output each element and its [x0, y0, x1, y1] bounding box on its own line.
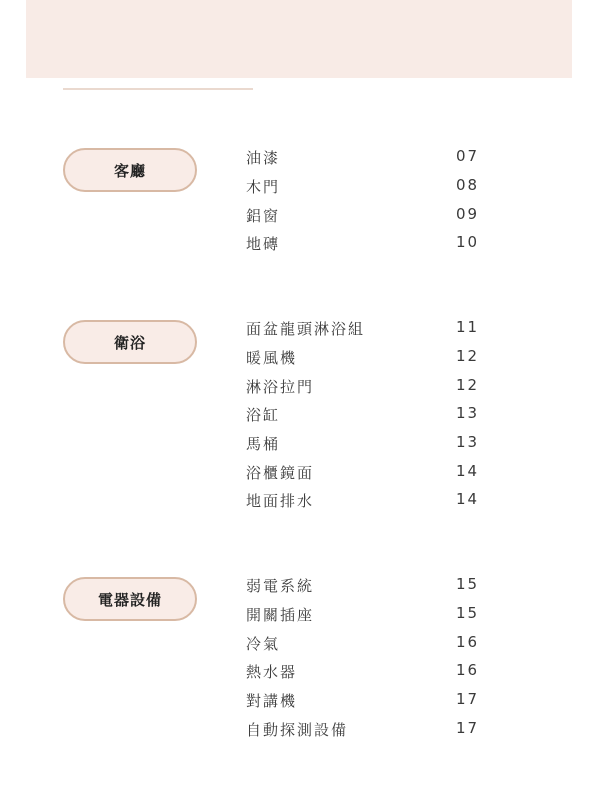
- toc-entry-page: 17: [456, 690, 480, 708]
- toc-entry-label: 暖風機: [246, 349, 298, 367]
- toc-entry[interactable]: [0, 661, 600, 685]
- toc-entry-label: 熱水器: [246, 663, 298, 681]
- toc-entry[interactable]: [0, 433, 600, 457]
- toc-entry-page: 16: [456, 661, 480, 679]
- toc-entry-page: 15: [456, 604, 480, 622]
- toc-entry-page: 17: [456, 719, 480, 737]
- toc-entry-page: 12: [456, 376, 480, 394]
- toc-entry-page: 08: [456, 176, 480, 194]
- header-divider: [63, 88, 253, 90]
- toc-entry[interactable]: [0, 347, 600, 371]
- toc-entry[interactable]: [0, 604, 600, 628]
- toc-entry-page: 09: [456, 205, 480, 223]
- toc-entry-label: 浴櫃鏡面: [246, 464, 315, 482]
- toc-entry-page: 13: [456, 433, 480, 451]
- toc-entry[interactable]: [0, 575, 600, 599]
- toc-entry-label: 面盆龍頭淋浴組: [246, 320, 366, 338]
- toc-entry-label: 馬桶: [246, 435, 281, 453]
- section-pill: 客廳: [63, 148, 197, 192]
- toc-entry-page: 07: [456, 147, 480, 165]
- section-pill: 衛浴: [63, 320, 197, 364]
- toc-entry-label: 鋁窗: [246, 207, 281, 225]
- toc-entry-page: 11: [456, 318, 480, 336]
- toc-entry-label: 弱電系統: [246, 577, 315, 595]
- toc-entry[interactable]: [0, 318, 600, 342]
- toc-entry-label: 油漆: [246, 149, 281, 167]
- toc-entry-page: 13: [456, 404, 480, 422]
- toc-entry-page: 15: [456, 575, 480, 593]
- toc-entry-label: 對講機: [246, 692, 298, 710]
- toc-entry[interactable]: [0, 462, 600, 486]
- toc-entry-label: 冷氣: [246, 635, 281, 653]
- header-band: [26, 0, 572, 78]
- toc-entry-label: 地面排水: [246, 492, 315, 510]
- toc-entry-label: 木門: [246, 178, 281, 196]
- toc-entry[interactable]: [0, 147, 600, 171]
- toc-entry[interactable]: [0, 176, 600, 200]
- toc-entry[interactable]: [0, 404, 600, 428]
- toc-entry[interactable]: [0, 490, 600, 514]
- toc-entry[interactable]: [0, 719, 600, 743]
- toc-entry[interactable]: [0, 376, 600, 400]
- toc-entry-label: 浴缸: [246, 406, 281, 424]
- toc-entry-label: 地磚: [246, 235, 281, 253]
- toc-entry[interactable]: [0, 233, 600, 257]
- toc-entry-page: 12: [456, 347, 480, 365]
- toc-entry-label: 開關插座: [246, 606, 315, 624]
- toc-entry-label: 淋浴拉門: [246, 378, 315, 396]
- section-pill: 電器設備: [63, 577, 197, 621]
- toc-entry[interactable]: [0, 690, 600, 714]
- toc-entry-label: 自動探測設備: [246, 721, 349, 739]
- toc-entry-page: 16: [456, 633, 480, 651]
- toc-entry[interactable]: [0, 205, 600, 229]
- toc-entry-page: 14: [456, 490, 480, 508]
- toc-entry-page: 14: [456, 462, 480, 480]
- toc-entry[interactable]: [0, 633, 600, 657]
- toc-entry-page: 10: [456, 233, 480, 251]
